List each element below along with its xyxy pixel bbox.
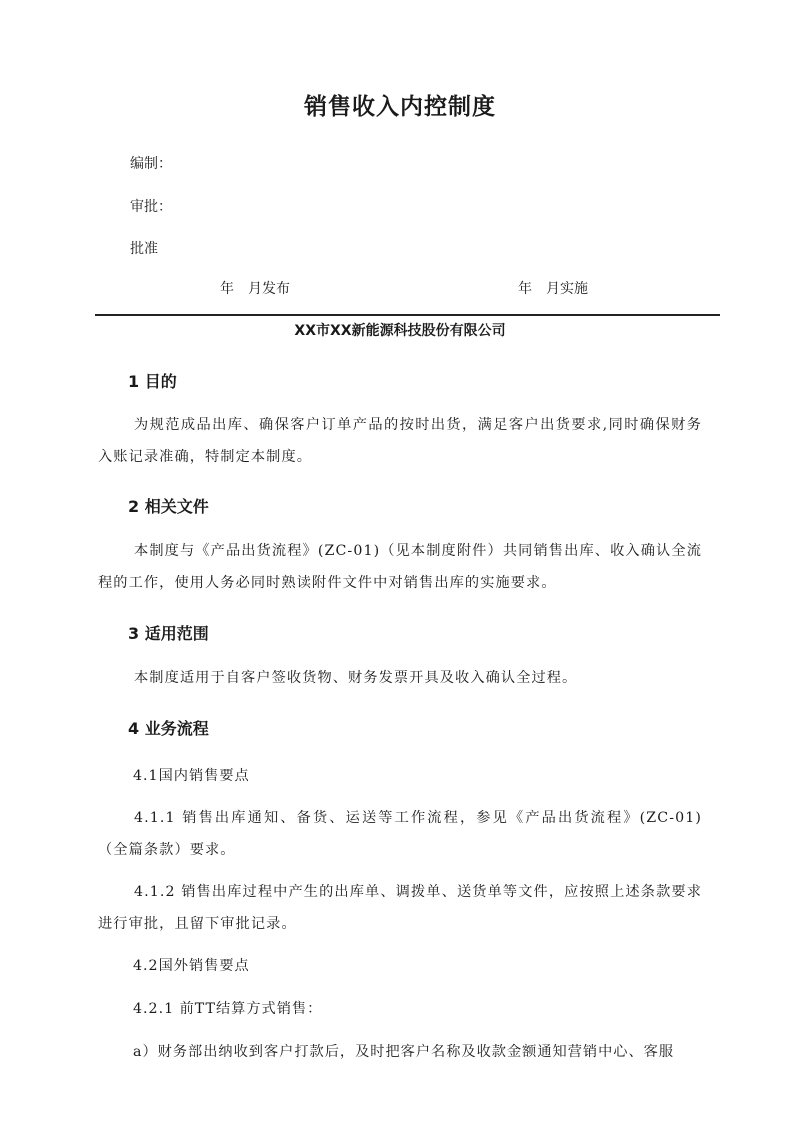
publish-date: 年 月发布 (220, 281, 290, 297)
subsection-4-2: 4.2国外销售要点 (133, 958, 250, 974)
header-divider (95, 314, 720, 316)
document-title: 销售收入内控制度 (304, 94, 496, 120)
section-heading-purpose: 1 目的 (128, 372, 177, 391)
section-body-related-docs: 本制度与《产品出货流程》(ZC-01)（见本制度附件）共同销售出库、收入确认全流程的工作，使用人务必同时熟读附件文件中对销售出库的实施要求。 (98, 543, 702, 591)
approve-label: 批准 (130, 241, 158, 257)
item-a: a）财务部出纳收到客户打款后，及时把客户名称及收款金额通知营销中心、客服 (133, 1044, 675, 1060)
subsection-4-1: 4.1国内销售要点 (133, 768, 250, 784)
compile-label: 编制： (130, 156, 172, 172)
section-heading-process: 4 业务流程 (128, 719, 209, 738)
subsection-4-1-2: 4.1.2 销售出库过程中产生的出库单、调拨单、送货单等文件，应按照上述条款要求进行审批，且留下审批记录。 (98, 884, 702, 932)
section-body-purpose: 为规范成品出库、确保客户订单产品的按时出货，满足客户出货要求,同时确保财务入账记录准确，特制定本制度。 (98, 417, 702, 465)
subsection-4-2-1: 4.2.1 前TT结算方式销售： (133, 1001, 323, 1017)
review-label: 审批： (130, 199, 172, 215)
subsection-4-1-1: 4.1.1 销售出库通知、备货、运送等工作流程，参见《产品出货流程》(ZC-01)（全篇条款）要求。 (98, 810, 702, 858)
section-body-scope: 本制度适用于自客户签收货物、财务发票开具及收入确认全过程。 (134, 670, 578, 686)
company-name: XX市XX新能源科技股份有限公司 (294, 323, 506, 339)
section-heading-scope: 3 适用范围 (128, 624, 209, 643)
section-heading-related-docs: 2 相关文件 (128, 497, 209, 516)
implement-date: 年 月实施 (518, 281, 588, 297)
